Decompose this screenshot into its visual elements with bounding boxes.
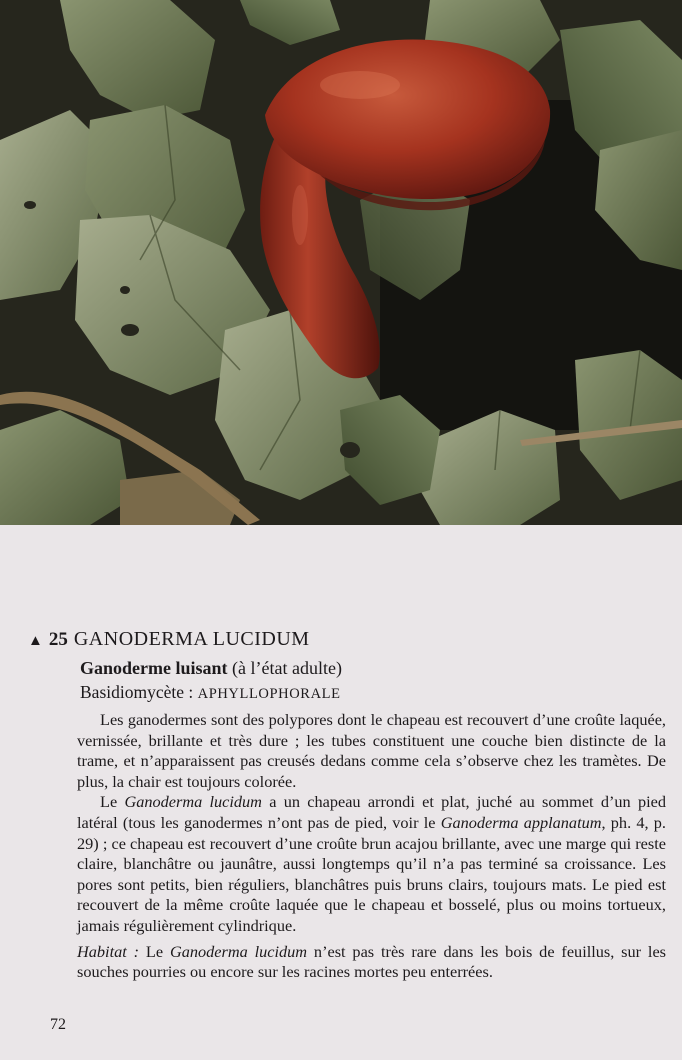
common-name: Ganoderme luisant	[80, 658, 228, 678]
text-run: Le	[100, 792, 125, 812]
classification-line	[80, 682, 341, 703]
photo-illustration	[0, 0, 682, 525]
text-run: n’est pas très rare dans les bois de feuillus, sur les souches pourries ou encore sur les racines mortes peu enterrées.	[77, 941, 667, 982]
paragraph-habitat	[77, 942, 666, 983]
mushroom-photo	[0, 0, 682, 525]
latin-ref: Ganoderma lucidum	[124, 792, 262, 812]
paragraph-description	[77, 792, 666, 936]
description	[77, 710, 666, 983]
latin-name: GANODERMA LUCIDUM	[73, 628, 310, 650]
text-run: , ph. 4, p. 29) ; ce chapeau est recouvert d’une croûte brun acajou brillante, avec une marge qui reste claire, blanchâtre ou jaunâtre, aussi longtemps qu’il n’a pas terminé sa croissance. Les pores sont petits, bien réguliers, blanchâtres puis bruns clairs, toujours mats. Le pied est recouvert de la même croûte laquée que le chapeau et bosselé, plus ou moins tortueux, jamais régulièrement cylindrique.	[77, 812, 667, 935]
text-run: a un chapeau arrondi et plat, juché au sommet d’un pied latéral (tous les ganodermes n’ont pas de pied, voir le	[77, 792, 666, 832]
class-label: Basidiomycète :	[80, 682, 198, 702]
paragraph-intro: Les ganodermes sont des polypores dont le chapeau est recouvert d’une croûte laquée, vernissée, brillante et très dure ; les tubes constituent une couche bien distincte de la trame, et n’apparaissent pas creusés dedans comme cela s’observe chez les tramètes. De plus, la chair est toujours colorée.	[77, 710, 666, 791]
entry-number: 25	[48, 629, 68, 650]
latin-ref: Ganoderma applanatum	[440, 812, 602, 832]
habitat-label: Habitat :	[77, 941, 140, 961]
order-label: APHYLLOPHORALE	[197, 686, 341, 702]
text-run: Le	[139, 941, 170, 961]
entry-heading	[28, 628, 310, 654]
page-number: 72	[50, 1016, 66, 1033]
triangle-marker-icon: ▲	[28, 633, 43, 649]
common-name-line	[80, 658, 342, 679]
common-name-note: (à l’état adulte)	[232, 658, 342, 678]
latin-ref: Ganoderma lucidum	[169, 941, 308, 961]
